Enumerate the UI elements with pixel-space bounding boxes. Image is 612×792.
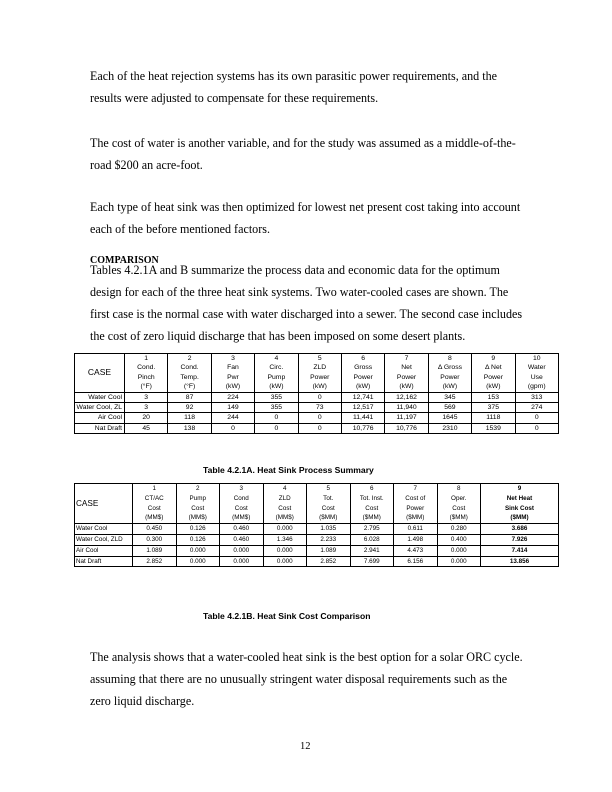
table-cell: 45 [125,423,168,433]
table-cell: 10,776 [341,423,384,433]
table-cell: 0.000 [263,556,307,567]
row-case-name: Water Cool [75,524,133,535]
column-header: Δ Gross [428,363,471,372]
table-cell: 0.460 [220,524,264,535]
row-case-name: Water Cool [75,392,125,402]
column-header: Water [515,363,558,372]
table-cell: 1539 [472,423,515,433]
table-cell: 0.000 [176,545,220,556]
column-header: ZLD [263,494,307,504]
table-cell: 11,441 [341,413,384,423]
header-row [75,513,559,523]
table-cell: 0.000 [437,545,481,556]
column-header: ($MM) [350,513,394,523]
column-header: Pump [255,373,298,382]
table-cell: 0 [298,423,341,433]
row-case-name: Air Cool [75,545,133,556]
column-header: (gpm) [515,382,558,392]
column-header: Temp. [168,373,211,382]
column-number: 6 [350,484,394,494]
header-row [75,363,559,372]
header-row [75,382,559,392]
page-number: 12 [300,741,311,752]
table-cell: 0 [515,423,558,433]
table-cell: 1645 [428,413,471,423]
table-cell: 7.414 [481,545,559,556]
table-cell: 274 [515,403,558,413]
table-cell: 149 [211,403,254,413]
paragraph-tables-summary: Tables 4.2.1A and B summarize the process data and economic data for the optimum design for each of the three heat sink systems. Two water-cooled cases are shown. The first case is the normal case with water discharged into a sewer. The second case includes the cost of zero liquid discharge that has been imposed on some desert plants. [90,263,523,343]
column-header: Cost [307,504,351,514]
table-cell: 0.000 [220,556,264,567]
table-cell: 73 [298,403,341,413]
table-cell: 0.300 [133,534,177,545]
paragraph-optimization: Each type of heat sink was then optimized for lowest net present cost taking into account each of the before mentioned factors. [90,200,521,236]
column-number: 6 [341,354,384,364]
table-cell: 0 [255,423,298,433]
column-header: Power [428,373,471,382]
column-header: Use [515,373,558,382]
column-header: Cost [176,504,220,514]
column-header: (kW) [298,382,341,392]
table-cell: 0.000 [176,556,220,567]
table-cell: 0.126 [176,534,220,545]
table-cell: 0.126 [176,524,220,535]
table-cell: 6.156 [394,556,438,567]
column-header: Pinch [125,373,168,382]
column-number: 2 [168,354,211,364]
paragraph-parasitic-power: Each of the heat rejection systems has its own parasitic power requirements, and the results were adjusted to compensate for these requirements. [90,69,498,105]
column-header: Cost [263,504,307,514]
column-header: Circ. [255,363,298,372]
table-cell: 12,517 [341,403,384,413]
table-cell: 2.852 [133,556,177,567]
table-cell: 138 [168,423,211,433]
table-cell: 7.699 [350,556,394,567]
table-cell: 153 [472,392,515,402]
table-cell: 3.686 [481,524,559,535]
table-cell: 12,162 [385,392,428,402]
column-header: ZLD [298,363,341,372]
column-header: Cond [220,494,264,504]
column-header: Pump [176,494,220,504]
column-header: Fan [211,363,254,372]
table-cell: 12,741 [341,392,384,402]
column-header: (kW) [385,382,428,392]
column-header: ($MM) [307,513,351,523]
paragraph-analysis-conclusion: The analysis shows that a water-cooled heat sink is the best option for a solar ORC cycle. assuming that there are no unusually stringent water disposal requirements such as the zero liquid discharge. [90,650,523,708]
table-cell: 0.280 [437,524,481,535]
column-header: ($MM) [394,513,438,523]
table-row [75,403,559,413]
column-header: Power [394,504,438,514]
row-case-name: Nat Draft [75,556,133,567]
table-cell: 3 [125,403,168,413]
process-summary-table [74,353,559,434]
table-cell: 0.460 [220,534,264,545]
row-case-name: Water Cool, ZL [75,403,125,413]
table-cell: 375 [472,403,515,413]
column-header: (MM$) [263,513,307,523]
table-row [75,556,559,567]
column-header: (kW) [472,382,515,392]
table-cell: 0.611 [394,524,438,535]
table-cell: 13.856 [481,556,559,567]
column-number: 5 [298,354,341,364]
table-cell: 1.089 [133,545,177,556]
paragraph-water-cost: The cost of water is another variable, and for the study was assumed as a middle-of-the-road $200 an acre-foot. [90,136,516,172]
table-cell: 355 [255,403,298,413]
table-row [75,545,559,556]
table-cell: 92 [168,403,211,413]
column-header: Power [385,373,428,382]
column-header: CT/AC [133,494,177,504]
column-header: ($MM) [481,513,559,523]
column-number: 4 [263,484,307,494]
table-cell: 3 [125,392,168,402]
table-cell: 244 [211,413,254,423]
table-cell: 1.089 [307,545,351,556]
column-header: Pwr [211,373,254,382]
column-header: (kW) [255,382,298,392]
table-cell: 2.852 [307,556,351,567]
table-caption-process-summary: Table 4.2.1A. Heat Sink Process Summary [203,465,374,475]
row-case-name: Air Cool [75,413,125,423]
table-row [75,534,559,545]
column-header: Cost [220,504,264,514]
column-header: Cost [350,504,394,514]
table-cell: 2.795 [350,524,394,535]
column-number: 9 [472,354,515,364]
column-header: (MM$) [220,513,264,523]
header-row [75,504,559,514]
table-cell: 0 [515,413,558,423]
column-number: 7 [385,354,428,364]
column-header: Tot. Inst. [350,494,394,504]
column-header: Power [472,373,515,382]
table-cell: 0 [255,413,298,423]
table-cell: 224 [211,392,254,402]
table-cell: 0 [298,413,341,423]
table-cell: 11,197 [385,413,428,423]
column-header: (kW) [428,382,471,392]
table-cell: 0.400 [437,534,481,545]
column-header: Cost [133,504,177,514]
column-header: Power [298,373,341,382]
table-cell: 87 [168,392,211,402]
table-cell: 0 [298,392,341,402]
column-header: Tot. [307,494,351,504]
table-cell: 0.000 [437,556,481,567]
table-cell: 2.941 [350,545,394,556]
column-number: 2 [176,484,220,494]
table-cell: 20 [125,413,168,423]
column-number-row [75,354,559,364]
column-number: 4 [255,354,298,364]
column-header: Δ Net [472,363,515,372]
table-cell: 6.028 [350,534,394,545]
table-row [75,392,559,402]
table-cell: 4.473 [394,545,438,556]
column-number: 3 [211,354,254,364]
table-cell: 345 [428,392,471,402]
column-header: Oper. [437,494,481,504]
table-caption-cost-comparison: Table 4.2.1B. Heat Sink Cost Comparison [203,611,371,621]
table-cell: 355 [255,392,298,402]
column-header: (MM$) [133,513,177,523]
table-row [75,524,559,535]
table-cell: 0.000 [263,524,307,535]
table-cell: 10,776 [385,423,428,433]
table-cell: 118 [168,413,211,423]
table-cell: 0.000 [220,545,264,556]
table-row [75,423,559,433]
table-cell: 569 [428,403,471,413]
section-heading-comparison: COMPARISON [90,255,159,266]
header-row [75,494,559,504]
table-cell: 7.926 [481,534,559,545]
column-number: 3 [220,484,264,494]
table-cell: 1.346 [263,534,307,545]
column-header: Cond. [168,363,211,372]
column-number-row [75,484,559,494]
column-header: ($MM) [437,513,481,523]
column-number: 1 [125,354,168,364]
column-number: 8 [437,484,481,494]
column-number: 9 [481,484,559,494]
column-header: Gross [341,363,384,372]
table-cell: 0 [211,423,254,433]
column-header: (kW) [341,382,384,392]
column-header: Cost of [394,494,438,504]
table-cell: 1118 [472,413,515,423]
column-header: Cond. [125,363,168,372]
table-cell: 1.498 [394,534,438,545]
column-header: (MM$) [176,513,220,523]
case-header: CASE [75,484,133,524]
table-cell: 2310 [428,423,471,433]
table-cell: 0.450 [133,524,177,535]
header-row [75,373,559,382]
column-number: 7 [394,484,438,494]
table-cell: 1.035 [307,524,351,535]
table-cell: 0.000 [263,545,307,556]
column-header: (kW) [211,382,254,392]
column-header: (°F) [125,382,168,392]
column-header: Cost [437,504,481,514]
table-cell: 313 [515,392,558,402]
cost-comparison-table [74,483,559,567]
column-header: (°F) [168,382,211,392]
column-header: Sink Cost [481,504,559,514]
table-row [75,413,559,423]
column-number: 5 [307,484,351,494]
case-header: CASE [75,354,125,393]
column-number: 10 [515,354,558,364]
row-case-name: Nat Draft [75,423,125,433]
column-number: 1 [133,484,177,494]
table-cell: 2.233 [307,534,351,545]
row-case-name: Water Cool, ZLD [75,534,133,545]
column-number: 8 [428,354,471,364]
column-header: Power [341,373,384,382]
table-cell: 11,940 [385,403,428,413]
column-header: Net [385,363,428,372]
column-header: Net Heat [481,494,559,504]
